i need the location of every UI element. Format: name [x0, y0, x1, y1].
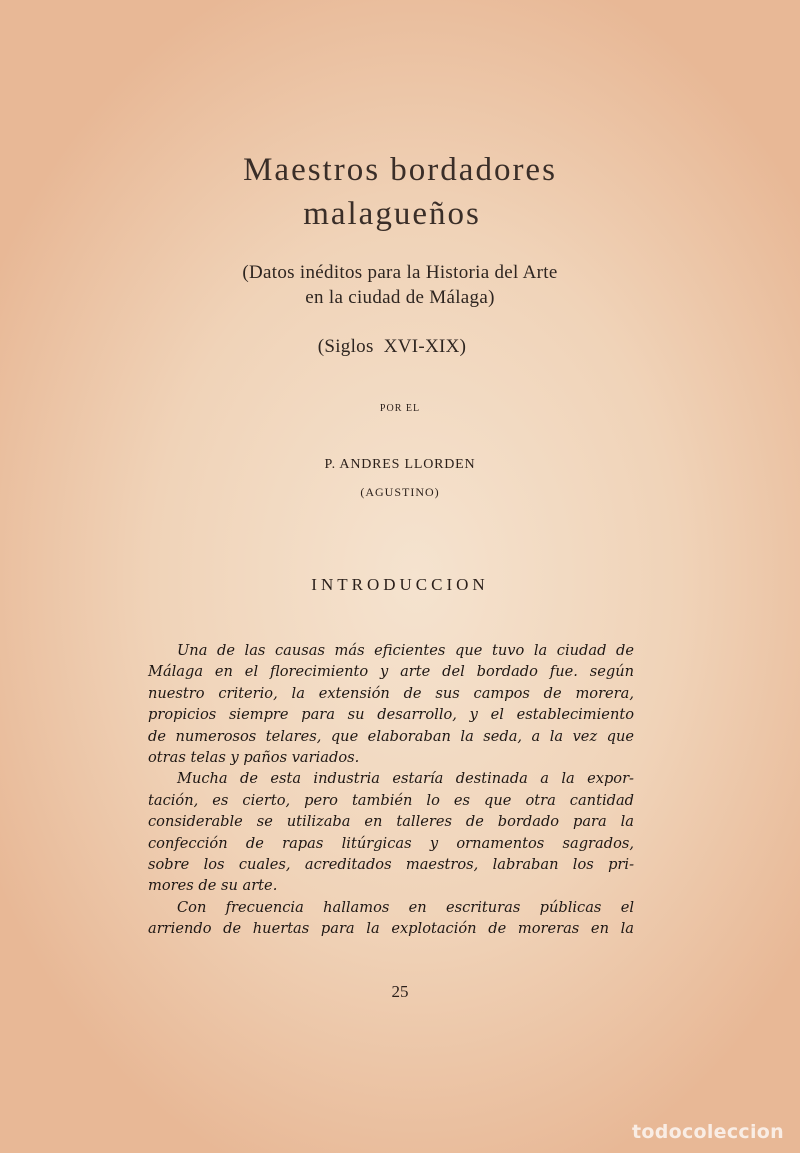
subtitle-centuries: (Siglos XVI-XIX)	[317, 336, 467, 357]
page-number: 25	[391, 982, 409, 1001]
author-order: (AGUSTINO)	[360, 485, 440, 499]
section-heading: INTRODUCCION	[311, 575, 489, 594]
body-line: otras telas y paños variados.	[148, 748, 360, 766]
body-text	[148, 640, 634, 939]
title-line-1: Maestros bordadores	[243, 152, 557, 188]
author-name: P. ANDRES LLORDEN	[324, 457, 476, 472]
watermark: todocoleccion	[631, 1121, 784, 1143]
body-line: de numerosos telares, que elaboraban la seda, a la vez que	[148, 727, 634, 745]
body-line: nuestro criterio, la extensión de sus campos de morera,	[148, 684, 634, 702]
body-line: Una de las causas más eficientes que tuvo la ciudad de	[177, 642, 634, 659]
body-line: sobre los cuales, acreditados maestros, labraban los pri-	[148, 855, 634, 873]
body-line: Málaga en el florecimiento y arte del bordado fue. según	[148, 663, 634, 681]
body-line: considerable se utilizaba en talleres de bordado para la	[148, 813, 634, 831]
subtitle-line-1: (Datos inéditos para la Historia del Arte	[242, 262, 558, 283]
body-line: arriendo de huertas para la explotación de moreras en la	[148, 920, 634, 938]
body-line: tación, es cierto, pero también lo es que otra cantidad	[148, 791, 634, 809]
body-line: Con frecuencia hallamos en escrituras públicas el	[177, 898, 634, 916]
by-line: POR EL	[379, 403, 421, 414]
title-line-2: malagueños	[303, 196, 481, 232]
body-line: Mucha de esta industria estaría destinada a la expor-	[177, 770, 634, 788]
body-line: confección de rapas litúrgicas y ornamentos sagrados,	[148, 834, 634, 852]
body-line: mores de su arte.	[148, 877, 278, 895]
subtitle-line-2: en la ciudad de Málaga)	[305, 287, 495, 308]
body-line: propicios siempre para su desarrollo, y el establecimiento	[148, 706, 634, 724]
